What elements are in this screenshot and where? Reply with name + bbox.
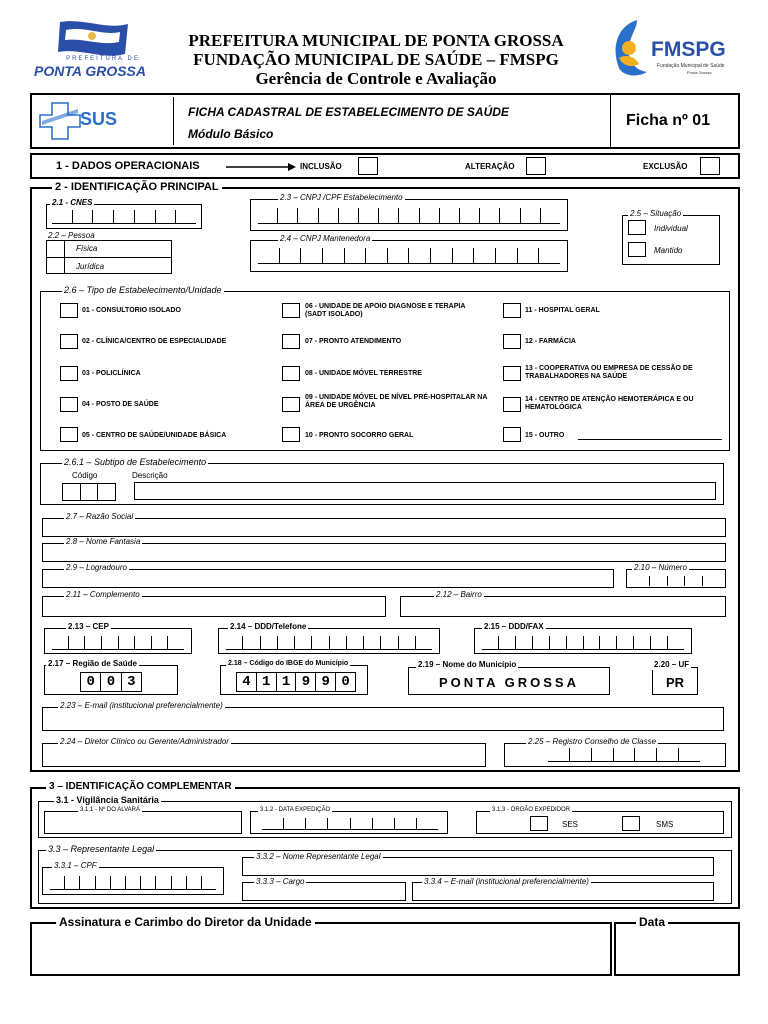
complemento-label: 2.11 – Complemento — [66, 590, 140, 599]
alvara-label: 3.1.1 - Nº DO ALVARÁ — [80, 807, 140, 813]
cpf-ticks — [50, 876, 216, 890]
bairro-label: 2.12 – Bairro — [436, 590, 482, 599]
nome-rep-label: 3.3.2 – Nome Representante Legal — [256, 852, 381, 861]
cnpj-ticks — [258, 208, 560, 224]
ibge-digit: 9 — [295, 673, 315, 691]
individual-checkbox[interactable] — [628, 220, 646, 235]
section3-title: 3 – IDENTIFICAÇÃO COMPLEMENTAR — [46, 781, 235, 793]
numero-ticks — [632, 576, 720, 586]
registro-label: 2.25 – Registro Conselho de Classe — [528, 737, 657, 746]
ibge-digit: 4 — [242, 674, 251, 690]
fantasia-label: 2.8 – Nome Fantasia — [66, 537, 141, 546]
uf-label: 2.20 – UF — [654, 660, 690, 669]
municipio-value: PONTA GROSSA — [438, 675, 579, 690]
tipo-02-label: 02 - CLÍNICA/CENTRO DE ESPECIALIDADE — [82, 338, 227, 345]
tipo-09-label: 09 - UNIDADE MÓVEL DE NÍVEL PRÉ-HOSPITALAR NA ÁREA DE URGÊNCIA — [305, 394, 488, 409]
vigilancia-label: 3.1 - Vigilância Sanitária — [56, 795, 159, 805]
fantasia-field[interactable] — [42, 543, 726, 562]
ibge-digit: 0 — [335, 673, 355, 691]
tipo-12-checkbox[interactable] — [503, 334, 521, 349]
alteracao-label: ALTERAÇÃO — [465, 162, 515, 171]
tipo-04-checkbox[interactable] — [60, 397, 78, 412]
ibge-label: 2.18 – Código do IBGE do Município — [228, 660, 349, 667]
tipo-13-label: 13 - COOPERATIVA OU EMPRESA DE CESSÃO DE TRABALHADORES NA SAÚDE — [525, 365, 693, 380]
razao-label: 2.7 – Razão Social — [66, 512, 134, 521]
regiao-digit: 0 — [100, 673, 120, 691]
ibge-digit: 9 — [315, 673, 335, 691]
tipo-02-checkbox[interactable] — [60, 334, 78, 349]
tipo-07-label: 07 - PRONTO ATENDIMENTO — [305, 338, 402, 345]
cnpj-mant-label: 2.4 – CNPJ Mantenedora — [280, 234, 371, 243]
ficha-number: Ficha nº 01 — [626, 112, 711, 129]
tipo-11-checkbox[interactable] — [503, 303, 521, 318]
tipo-05-label: 05 - CENTRO DE SAÚDE/UNIDADE BÁSICA — [82, 432, 227, 439]
operational-label: 1 - DADOS OPERACIONAIS — [56, 160, 200, 172]
cnpj-mant-ticks — [258, 248, 560, 264]
section2-title: 2 - IDENTIFICAÇÃO PRINCIPAL — [52, 181, 222, 193]
regiao-digit: 3 — [121, 673, 141, 691]
tipo-09-checkbox[interactable] — [282, 397, 300, 412]
mantido-checkbox[interactable] — [628, 242, 646, 257]
descricao-label: Descrição — [132, 471, 168, 480]
fmspg-sub-2: Ponta Grossa — [687, 70, 712, 75]
tipo-11-label: 11 - HOSPITAL GERAL — [525, 307, 600, 314]
pessoa-col — [64, 241, 65, 273]
ses-label: SES — [562, 820, 579, 829]
ibge-digit: 1 — [256, 673, 276, 691]
cnpj-label: 2.3 – CNPJ /CPF Estabelecimento — [280, 193, 403, 202]
regiao-label: 2.17 – Região de Saúde — [48, 659, 137, 668]
data-exp-ticks — [262, 818, 438, 830]
cnes-label: 2.1 - CNES — [52, 198, 93, 207]
date-box[interactable] — [614, 922, 740, 976]
fmspg-emblem-icon — [607, 18, 657, 80]
ibge-digits — [236, 672, 356, 692]
fmspg-logo-text: FMSPG — [651, 38, 726, 61]
orgao-label: 3.1.3 - ÓRGÃO EXPEDIDOR — [492, 807, 571, 813]
subtipo-title: 2.6.1 – Subtipo de Estabelecimento — [64, 457, 207, 467]
mantido-label: Mantido — [654, 246, 683, 255]
pessoa-divider — [47, 257, 171, 258]
header-title-1: PREFEITURA MUNICIPAL DE PONTA GROSSA — [188, 31, 564, 50]
ibge-digit: 1 — [276, 673, 296, 691]
cpf-label: 3.3.1 – CPF — [54, 861, 97, 870]
pref-logo-line1: PREFEITURA DE — [66, 56, 140, 62]
ficha-divider — [610, 95, 611, 147]
tipo-14-checkbox[interactable] — [503, 397, 521, 412]
tipo-03-label: 03 - POLICLÍNICA — [82, 370, 141, 377]
uf-value: PR — [665, 675, 685, 690]
header-title-3: Gerência de Controle e Avaliação — [255, 69, 497, 88]
cep-label: 2.13 – CEP — [68, 622, 109, 631]
fmspg-sub-1: Fundação Municipal de Saúde — [657, 63, 725, 69]
tipo-06-label: 06 - UNIDADE DE APOIO DIAGNOSE E TERAPIA (SADT ISOLADO) — [305, 303, 466, 318]
tipo-07-checkbox[interactable] — [282, 334, 300, 349]
tipo-06-checkbox[interactable] — [282, 303, 300, 318]
sus-label: SUS — [80, 109, 118, 129]
numero-label: 2.10 – Número — [634, 563, 687, 572]
juridica-label: Jurídica — [76, 262, 105, 271]
header-title-2: FUNDAÇÃO MUNICIPAL DE SAÚDE – FMSPG — [193, 50, 559, 69]
cep-ticks — [52, 636, 184, 650]
registro-ticks — [548, 748, 700, 762]
inclusao-checkbox[interactable] — [358, 157, 378, 175]
descricao-field[interactable] — [134, 482, 716, 500]
fax-label: 2.15 – DDD/FAX — [484, 622, 544, 631]
regiao-digits — [80, 672, 142, 692]
pessoa-label: 2.2 – Pessoa — [48, 231, 95, 240]
sus-cross-icon — [38, 101, 82, 141]
signature-label: Assinatura e Carimbo do Diretor da Unidade — [56, 916, 315, 928]
situacao-label: 2.5 – Situação — [630, 209, 682, 218]
tipo-10-label: 10 - PRONTO SOCORRO GERAL — [305, 432, 414, 439]
individual-label: Individual — [654, 224, 688, 233]
representante-label: 3.3 – Representante Legal — [48, 844, 155, 854]
form-subtitle: Módulo Básico — [188, 127, 274, 141]
juridica-checkbox[interactable] — [47, 258, 64, 273]
tipo-14-label: 14 - CENTRO DE ATENÇÃO HEMOTERÁPICA E OU HEMATOLÓGICA — [525, 396, 694, 411]
tipo-15-checkbox[interactable] — [503, 427, 521, 442]
alvara-field[interactable] — [44, 811, 242, 834]
codigo-field[interactable] — [62, 483, 116, 501]
logradouro-label: 2.9 – Logradouro — [66, 563, 127, 572]
cnes-ticks — [52, 210, 196, 224]
date-label: Data — [636, 916, 668, 928]
tipo-01-label: 01 - CONSULTORIO ISOLADO — [82, 307, 181, 314]
signature-box[interactable] — [30, 922, 612, 976]
data-exp-label: 3.1.2 - DATA EXPEDIÇÃO — [260, 807, 331, 813]
tipo-01-checkbox[interactable] — [60, 303, 78, 318]
tipo-04-label: 04 - POSTO DE SAÚDE — [82, 401, 159, 408]
cargo-label: 3.3.3 – Cargo — [256, 877, 305, 886]
pref-logo-line2: PONTA GROSSA — [33, 63, 146, 79]
alteracao-checkbox[interactable] — [526, 157, 546, 175]
diretor-label: 2.24 – Diretor Clínico ou Gerente/Administrador — [60, 737, 229, 746]
tipo-10-checkbox[interactable] — [282, 427, 300, 442]
tipo-03-checkbox[interactable] — [60, 366, 78, 381]
telefone-label: 2.14 – DDD/Telefone — [230, 622, 307, 631]
flag-icon — [30, 18, 150, 60]
tipo-15-label: 15 - OUTRO — [525, 432, 565, 439]
sus-logo — [34, 97, 174, 145]
form-title: FICHA CADASTRAL DE ESTABELECIMENTO DE SAÚDE — [188, 105, 509, 119]
razao-field[interactable] — [42, 518, 726, 537]
ses-checkbox[interactable] — [530, 816, 548, 831]
pref-logo — [30, 18, 150, 80]
email-label: 2.23 – E-mail (institucional preferencialmente) — [60, 701, 223, 710]
tipo-15-line[interactable] — [578, 439, 722, 440]
tipo-13-checkbox[interactable] — [503, 366, 521, 381]
orgao-field[interactable] — [476, 811, 724, 834]
sms-checkbox[interactable] — [622, 816, 640, 831]
tipo-title: 2.6 – Tipo de Estabelecimento/Unidade — [64, 285, 222, 295]
tipo-08-checkbox[interactable] — [282, 366, 300, 381]
fmspg-logo — [607, 18, 742, 80]
tipo-08-label: 08 - UNIDADE MÓVEL TERRESTRE — [305, 370, 422, 377]
municipio-label: 2.19 – Nome do Município — [418, 660, 517, 669]
inclusao-label: INCLUSÃO — [300, 162, 342, 171]
tipo-12-label: 12 - FARMÁCIA — [525, 338, 576, 345]
regiao-digit: 0 — [86, 674, 95, 690]
telefone-ticks — [226, 636, 432, 650]
sms-label: SMS — [656, 820, 674, 829]
codigo-label: Código — [72, 471, 98, 480]
fisica-checkbox[interactable] — [47, 241, 64, 257]
arrow-right-icon — [226, 162, 298, 172]
fisica-label: Física — [76, 244, 98, 253]
fax-ticks — [482, 636, 684, 650]
exclusao-label: EXCLUSÃO — [643, 162, 688, 171]
tipo-05-checkbox[interactable] — [60, 427, 78, 442]
exclusao-checkbox[interactable] — [700, 157, 720, 175]
email-rep-label: 3.3.4 – E-mail (institucional preferencialmente) — [424, 877, 589, 886]
